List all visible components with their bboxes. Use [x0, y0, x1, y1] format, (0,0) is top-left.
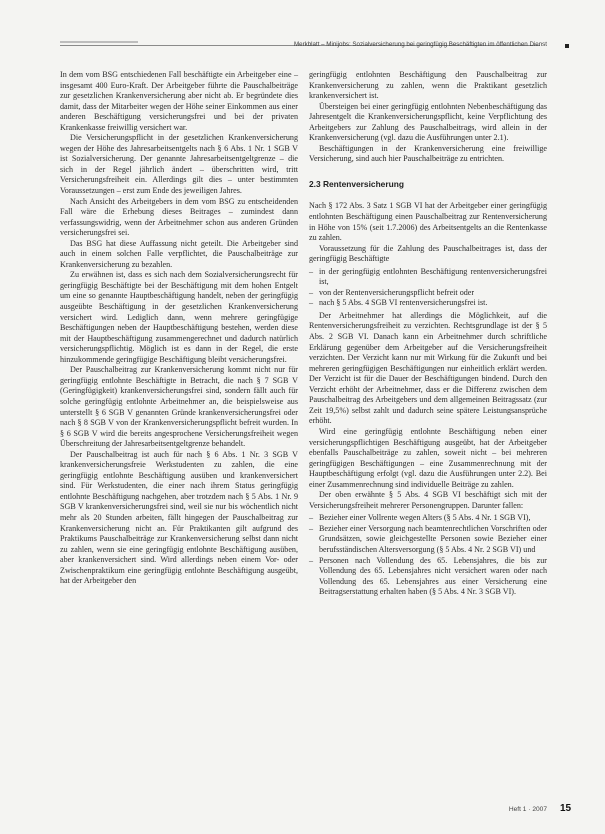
- page-number: 15: [560, 803, 572, 814]
- right-column: [309, 70, 547, 600]
- left-paragraph: Nach Ansicht des Arbeitgebers in dem vom BSG zu entscheidenden Fall wäre die Erhebung dieses Beitrages – zumindest dann verfassungswidrig, wenn der Arbeitnehmer schon aus anderen Gründen versicherungsfrei sei.: [60, 196, 298, 238]
- list-item: – Personen nach Vollendung des 65. Lebensjahres, die bis zur Vollendung des 65. Lebensjahres nicht versichert waren oder nach Vollendung des 65. Lebensjahres aus einer Versicherung eine Beitragserstattung erhalten haben (§ 5 Abs. 4 Nr. 3 SGB VI).: [309, 556, 547, 598]
- right-paragraph: Der oben erwähnte § 5 Abs. 4 SGB VI beschäftigt sich mit der Versicherungsfreiheit mehrerer Personengruppen. Darunter fallen:: [309, 490, 547, 510]
- right-paragraph: geringfügig entlohnten Beschäftigung den Pauschalbeitrag zur Krankenversicherung zu zahlen, wenn die Praktikant gesetzlich krankenversichert ist.: [309, 70, 547, 101]
- list-item: – Bezieher einer Versorgung nach beamtenrechtlichen Vorschriften oder Grundsätzen, sowie gleichgestellte Personen sowie Bezieher einer berufsständischen Altersversorgung (§ 5 Abs. 4 Nr. 2 SGB VI) und: [309, 524, 547, 556]
- left-paragraph: Zu erwähnen ist, dass es sich nach dem Sozialversicherungsrecht für geringfügig Beschäftigte bei der Beschäftigung mit dem hohen Entgelt um eine so genannte Hauptbeschäftigung handelt, neben der geringfügig ausgeübte Beschäftigung in der gesetzlichen Krankenversicherung versichert wird. Lediglich dann, wenn mehrere geringfügige Beschäftigungen neben der Hauptbeschäftigung bestehen, werden diese mit der Hauptbeschäftigung zusammengerechnet und dadurch natürlich versicherungspflichtig. Möglich ist es dann in der Regel, die erste hinzukommende geringfügige Beschäftigung bleibt versicherungsfrei.: [60, 270, 298, 364]
- left-paragraph: Der Pauschalbeitrag ist auch für nach § 6 Abs. 1 Nr. 3 SGB V krankenversicherungsfreie Werkstudenten zu zahlen, die eine geringfügig entlohnte Beschäftigung ausüben und krankenversichert sind. Für Werkstudenten, die einer nach ihrem Status geringfügig entlohnte Beschäftigung nachgehen, aber trotzdem nach § 5 Abs. 1 Nr. 9 SGB V krankenversicherungsfrei sind, weil sie nur bis wöchentlich nicht mehr als 20 Stunden arbeiten, fällt hingegen der Pauschalbeitrag zur Krankenversicherung nicht an. Für Praktikanten gilt aufgrund des Praktikums Pauschalbeiträge zur Krankenversicherung selbst dann nicht zu zahlen, wenn sie eine geringfügig entlohnte Beschäftigung ausüben, aber krankenversichert sind. Wird allerdings neben einem Vor- oder Zwischenpraktikum eine geringfügig entlohnte Beschäftigung ausgeübt, hat der Arbeitgeber den: [60, 449, 298, 586]
- right-paragraph: Voraussetzung für die Zahlung des Pauschalbeitrages ist, dass der geringfügig Beschäftigte: [309, 243, 547, 264]
- right-paragraph: Wird eine geringfügig entlohnte Beschäftigung neben einer versicherungspflichtigen Beschäftigung ausgeübt, hat der Arbeitgeber ebenfalls Pauschalbeiträge zu zahlen, soweit nicht – bei mehreren geringfügigen Beschäftigungen – eine Zusammenrechnung mit der Hauptbeschäftigung erfolgt (vgl. dazu die Ausführungen unter 2.2). Bei einer Zusammenrechnung sind individuelle Beiträge zu zahlen.: [309, 426, 547, 489]
- section-heading-rentenversicherung: 2.3 Rentenversicherung: [309, 178, 404, 189]
- right-paragraph: Beschäftigungen in der Krankenversicherung eine freiwillige Versicherung, sind auch hier Pauschalbeiträge zu entrichten.: [309, 143, 547, 164]
- left-paragraph: In dem vom BSG entschiedenen Fall beschäftigte ein Arbeitgeber eine – insgesamt 400 Euro-Kraft. Der Arbeitgeber führte die Pauschalbeiträge zur gesetzlichen Krankenversicherung aber nicht ab. Er begründete dies damit, dass der Mitarbeiter wegen der Höhe seiner Einkommen aus einer anderen Beschäftigung versicherungsfrei und bei der privaten Krankenkasse freiwillig versichert war.: [60, 70, 298, 132]
- right-paragraph: Der Arbeitnehmer hat allerdings die Möglichkeit, auf die Rentenversicherungsfreiheit zu verzichten. Rechtsgrundlage ist der § 5 Abs. 2 SGB VI. Danach kann ein Arbeitnehmer durch schriftliche Erklärung gegenüber dem Arbeitgeber auf die Versicherungsfreiheit verzichten. Der Verzicht kann nur mit Wirkung für die Zukunft und bei mehreren geringfügigen Beschäftigungen nur einheitlich erklärt werden. Der Verzicht ist für die Dauer der Beschäftigungen bindend. Durch den Verzicht erhöht der Arbeitnehmer, dass er die Differenz zwischen dem Pauschalbeitrag des Arbeitgebers und dem allgemeinen Beitragssatz (zur Zeit 19,5%) selbst zahlt und dadurch seine spätere Leistungsansprüche erhöht.: [309, 310, 547, 426]
- right-paragraph: Nach § 172 Abs. 3 Satz 1 SGB VI hat der Arbeitgeber einer geringfügig entlohnten Beschäftigung einen Pauschalbeitrag zur Rentenversicherung in Höhe von 15% (seit 1.7.2006) des Arbeitsentgelts an die Rentenkasse zu zahlen.: [309, 201, 547, 243]
- left-paragraph: Der Pauschalbeitrag zur Krankenversicherung kommt nicht nur für geringfügig entlohnte Beschäftigte in Betracht, die nach § 7 SGB V (Geringfügigkeit) krankenversicherungsfrei sind, sondern fällt auch für solche geringfügig entlohnte Arbeitnehmer an, die beispielsweise aus unterstellt § 6 SGB V genannten Gründe krankenversicherungsfrei oder nach § 8 SGB V von der Krankenversicherungspflicht befreit wurden. In § 6 SGB V wird die bereits angesprochene Versicherungsfreiheit wegen Überschreitung der Jahresarbeitsentgeltgrenze behandelt.: [60, 365, 298, 449]
- conditions-list: [309, 267, 547, 309]
- list-item: – von der Rentenversicherungspflicht befreit oder: [309, 288, 547, 299]
- running-head: Merkblatt – Minijobs: Sozialversicherung bei geringfügig Beschäftigten im öffentlichen Dienst: [293, 41, 547, 48]
- header-square-mark: [565, 44, 569, 48]
- list-item: – Bezieher einer Vollrente wegen Alters (§ 5 Abs. 4 Nr. 1 SGB VI),: [309, 513, 547, 524]
- left-paragraph: Das BSG hat diese Auffassung nicht geteilt. Die Arbeitgeber sind auch in einem solchen Falle verpflichtet, die Pauschalbeiträge zur Krankenversicherung zu bezahlen.: [60, 238, 298, 269]
- right-paragraph: Übersteigen bei einer geringfügig entlohnten Nebenbeschäftigung das Jahresentgelt die Krankenversicherungspflicht, keine Verpflichtung des Arbeitgebers zur Zahlung des Pauschalbeitrags, wird allein in der Krankenversicherung (vgl. dazu die Ausführungen unter 2.1).: [309, 101, 547, 143]
- header-left-rule: [60, 41, 138, 43]
- left-column: [60, 70, 298, 587]
- footer-issue: Heft 1 · 2007: [508, 806, 547, 813]
- persons-list: [309, 513, 547, 597]
- left-paragraph: Die Versicherungspflicht in der gesetzlichen Krankenversicherung wegen der Höhe des Jahresarbeitsentgelts nach § 6 Abs. 1 Nr. 1 SGB V ist Sozialversicherung. Der genannte Jahresarbeitsentgeltgrenze – die sich in der Regel jährlich ändert – überschritten wird, tritt Versicherungsfreiheit ein. Allerdings gilt dies – unter bestimmten Voraussetzungen – erst zum Ende des jeweiligen Jahres.: [60, 133, 298, 196]
- list-item: – in der geringfügig entlohnten Beschäftigung rentenversicherungsfrei ist,: [309, 267, 547, 288]
- list-item: – nach § 5 Abs. 4 SGB VI rentenversicherungsfrei ist.: [309, 298, 547, 309]
